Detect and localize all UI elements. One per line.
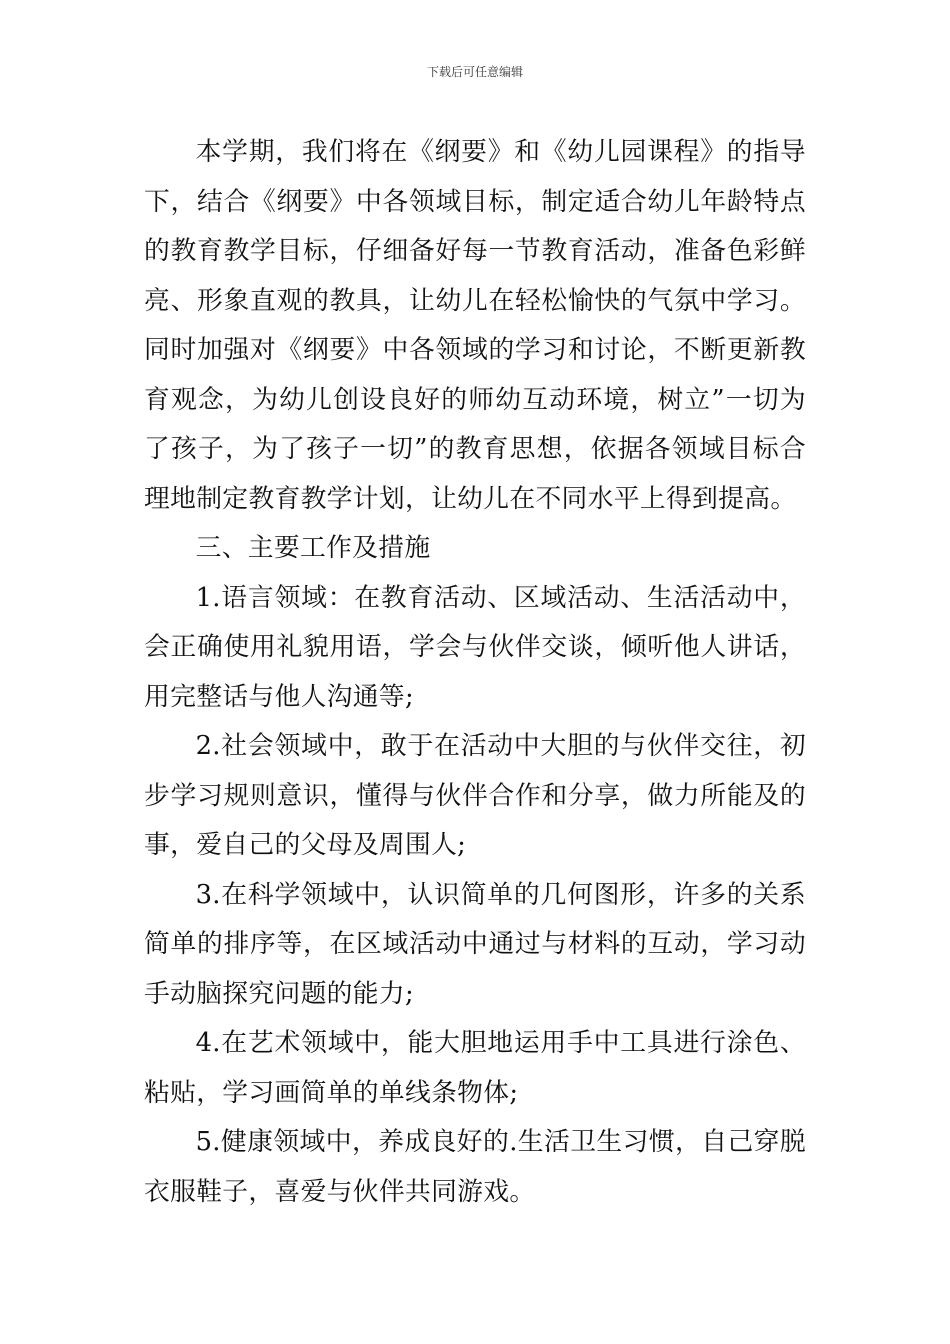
paragraph-science: 3.在科学领域中，认识简单的几何图形，许多的关系简单的排序等，在区域活动中通过与材料的互动，学习动手动脑探究问题的能力; bbox=[144, 879, 806, 1009]
document-body bbox=[144, 128, 806, 1217]
paragraph-art: 4.在艺术领域中，能大胆地运用手中工具进行涂色、粘贴，学习画简单的单线条物体; bbox=[144, 1028, 806, 1108]
page-header: 下载后可任意编辑 bbox=[426, 65, 523, 79]
paragraph-social: 2.社会领域中，敢于在活动中大胆的与伙伴交往，初步学习规则意识，懂得与伙伴合作和分享，做力所能及的事，爱自己的父母及周围人; bbox=[144, 731, 806, 860]
paragraph-intro: 本学期，我们将在《纲要》和《幼儿园课程》的指导下，结合《纲要》中各领域目标，制定适合幼儿年龄特点的教育教学目标，仔细备好每一节教育活动，准备色彩鲜亮、形象直观的教具，让幼儿在轻松愉快的气氛中学习。同时加强对《纲要》中各领域的学习和讨论，不断更新教育观念，为幼儿创设良好的师幼互动环境，树立”一切为了孩子，为了孩子一切”的教育思想，依据各领域目标合理地制定教育教学计划，让幼儿在不同水平上得到提高。 bbox=[144, 137, 806, 514]
paragraph-language: 1.语言领域：在教育活动、区域活动、生活活动中，会正确使用礼貌用语，学会与伙伴交谈，倾听他人讲话，用完整话与他人沟通等; bbox=[144, 582, 806, 712]
paragraph-health: 5.健康领域中，养成良好的.生活卫生习惯，自己穿脱衣服鞋子，喜爱与伙伴共同游戏。 bbox=[144, 1127, 806, 1207]
section-heading: 三、主要工作及措施 bbox=[195, 533, 431, 563]
